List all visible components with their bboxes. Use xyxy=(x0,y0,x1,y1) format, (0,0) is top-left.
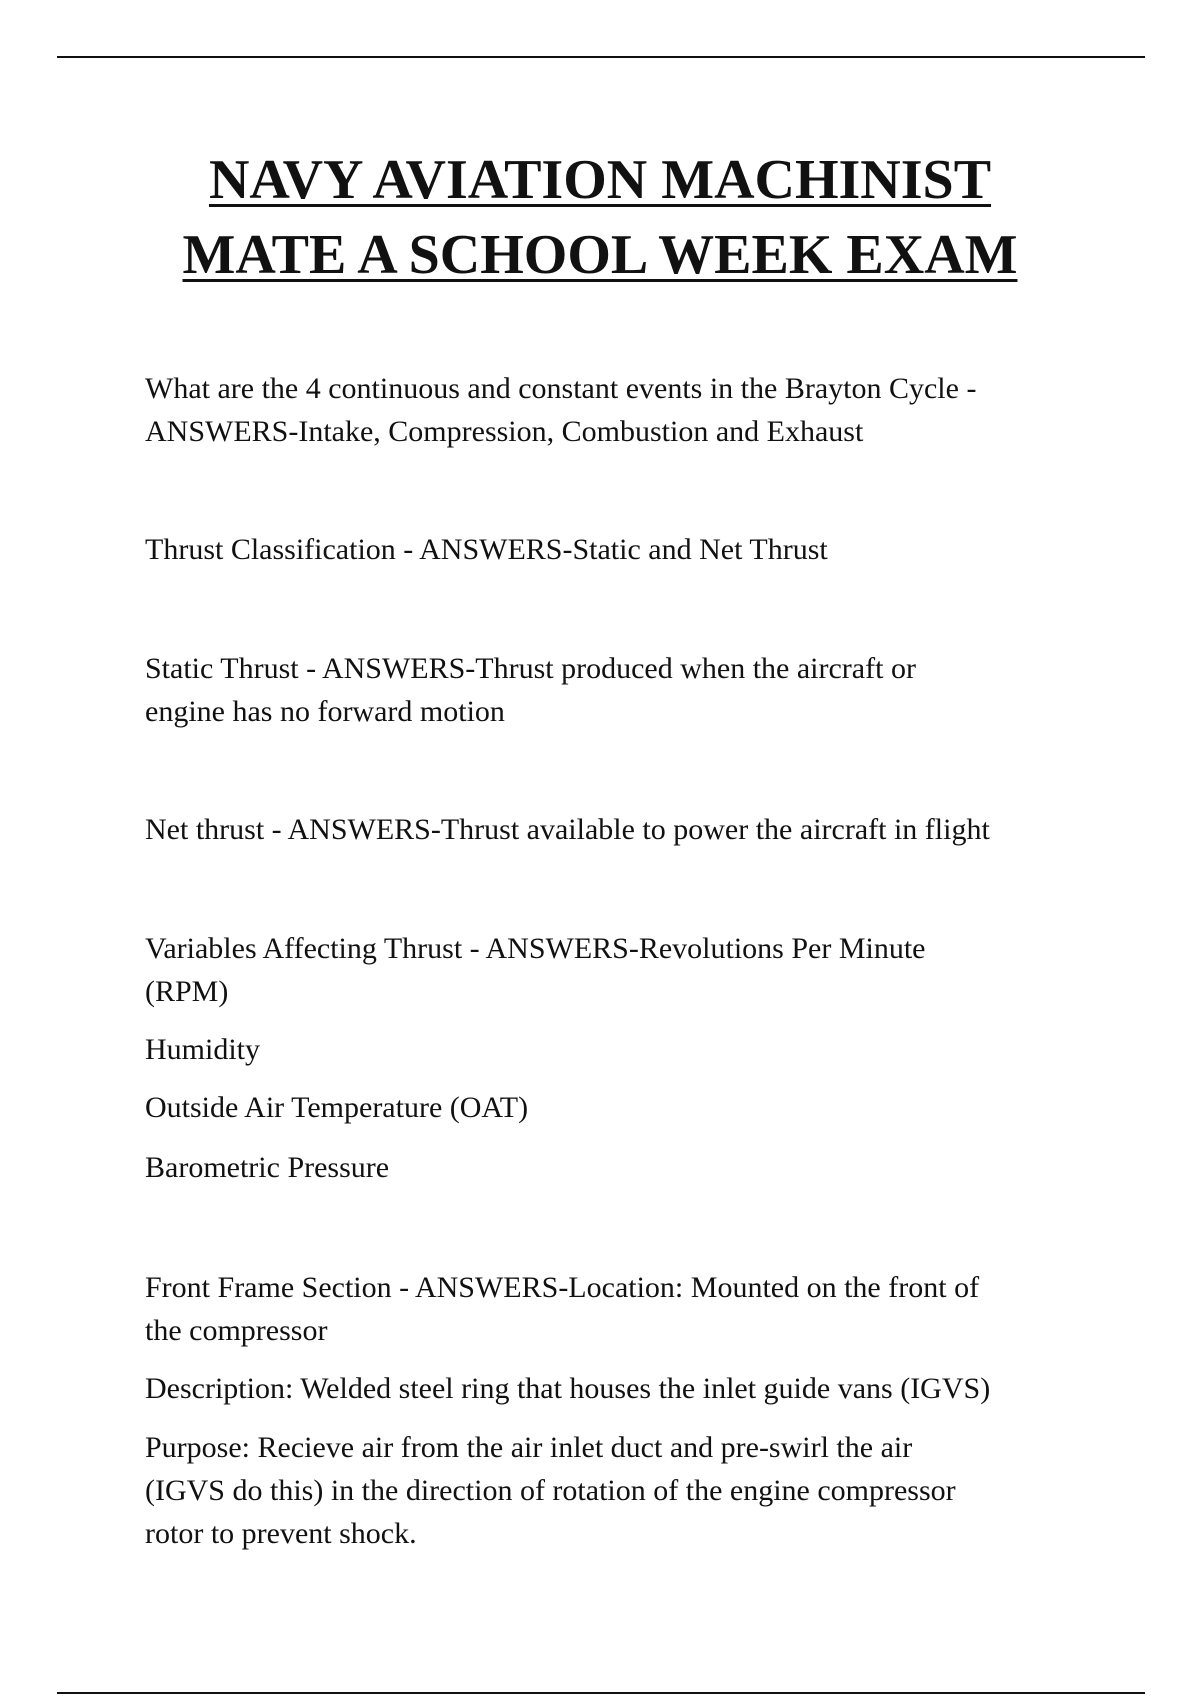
title-line-2: MATE A SCHOOL WEEK EXAM xyxy=(182,224,1018,286)
qa-thrust-classification xyxy=(145,528,1075,571)
title-line-1: NAVY AVIATION MACHINIST xyxy=(208,149,992,211)
text-line: Thrust Classification - ANSWERS-Static and Net Thrust xyxy=(145,533,828,566)
text-line: What are the 4 continuous and constant events in the Brayton Cycle - xyxy=(145,372,977,405)
text-line: Humidity xyxy=(145,1033,261,1066)
list-item-humidity xyxy=(145,1028,1075,1071)
text-line: rotor to prevent shock. xyxy=(145,1517,417,1550)
qa-static-thrust xyxy=(145,647,1075,733)
text-line: (IGVS do this) in the direction of rotation of the engine compressor xyxy=(145,1474,956,1507)
list-item-barometric-pressure xyxy=(145,1146,1075,1189)
text-line: Outside Air Temperature (OAT) xyxy=(145,1091,529,1124)
qa-brayton-cycle xyxy=(145,367,1075,453)
text-line: Description: Welded steel ring that houses the inlet guide vans (IGVS) xyxy=(145,1372,991,1405)
front-frame-description xyxy=(145,1367,1075,1410)
list-item-oat xyxy=(145,1086,1075,1129)
text-line: engine has no forward motion xyxy=(145,695,505,728)
qa-variables-affecting-thrust xyxy=(145,927,1075,1013)
text-line: Barometric Pressure xyxy=(145,1151,390,1184)
front-frame-purpose xyxy=(145,1426,1075,1555)
text-line: Purpose: Recieve air from the air inlet duct and pre-swirl the air xyxy=(145,1431,913,1464)
text-line: the compressor xyxy=(145,1314,328,1347)
text-line: Front Frame Section - ANSWERS-Location: Mounted on the front of xyxy=(145,1271,980,1304)
bottom-rule xyxy=(57,1692,1145,1694)
qa-net-thrust xyxy=(145,808,1075,851)
top-rule xyxy=(57,56,1145,58)
qa-front-frame-section xyxy=(145,1266,1075,1352)
text-line: Static Thrust - ANSWERS-Thrust produced when the aircraft or xyxy=(145,652,916,685)
text-line: ANSWERS-Intake, Compression, Combustion and Exhaust xyxy=(145,415,864,448)
text-line: (RPM) xyxy=(145,975,229,1008)
document-title xyxy=(0,143,1200,293)
text-line: Net thrust - ANSWERS-Thrust available to power the aircraft in flight xyxy=(145,813,990,846)
text-line: Variables Affecting Thrust - ANSWERS-Revolutions Per Minute xyxy=(145,932,926,965)
